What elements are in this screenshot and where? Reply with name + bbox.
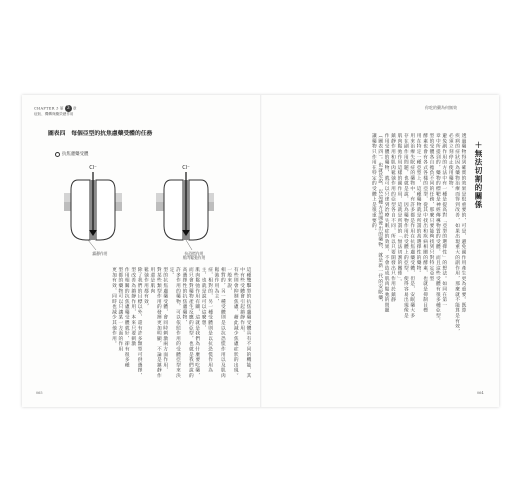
right-line-14: 讓藥物只作用在特定的受體上是很重要的。 <box>371 133 377 234</box>
right-line-6: 酵素也會有各式各樣的亞型，從其中找出和疾病相關的酵素，也就是抑制目標 <box>422 133 428 313</box>
right-line-2: 必須立刻停止使用藥物。 <box>448 133 454 192</box>
page-number-right: 064 <box>477 391 484 395</box>
caption-antianxiety <box>174 252 214 261</box>
left-page-body <box>111 267 251 383</box>
left-line-9: 鬆弛作用都有效， <box>143 267 149 310</box>
caption-antianxiety-line1: 抗恐慌作用 <box>184 251 204 256</box>
chapter-label: CHAPTER 3 <box>34 106 59 111</box>
left-line-13: 型都的藥物可以只讓某一方面的作用 <box>117 267 123 352</box>
right-line-7: 用在特定一種亞型上，這種藥物就是所謂的高選擇性的藥物。 <box>416 133 422 276</box>
left-line-0: 這種雙擊型的抗焦慮藥受體具有不同的機能，其中有些受體會引起鎮靜作用， <box>239 267 251 379</box>
page-gutter <box>260 95 262 407</box>
right-line-0: 透過藥物得到確實的效果是很重要的，可是，避免副作用產生更為重要。既算 <box>461 133 466 313</box>
ion-label-right: Cl⁻ <box>182 165 190 171</box>
right-line-10: 肌肉鬆弛作用這樣的副作用，這就是所謂的「無法切割的關係」。 <box>396 133 402 285</box>
running-header-right: 你吃的藥為何無效 <box>425 105 457 110</box>
page-number-left: 065 <box>36 391 43 395</box>
left-line-4: 肌肉鬆弛作用有關，這就是我們為什麼要吃藥， <box>194 267 200 379</box>
left-line-10: 除了我們的目標以外，還有許多類型可供選擇， <box>137 267 143 379</box>
caption-antianxiety-line2: 肌肉鬆弛作用 <box>182 255 206 261</box>
running-header-left <box>34 105 76 117</box>
left-line-1: 有些則會抑制焦慮，藉此減少焦慮症狀的出現。一般來說， <box>226 267 239 379</box>
right-line-12: 作用受體的藥物，就可以只達到治療失眠症的效果，不會造成肌肉鬆弛的問題 <box>384 133 390 313</box>
left-line-11: 型改善為鎮靜作用，本來只要刺激 <box>130 267 136 347</box>
receptor-right <box>156 172 214 240</box>
left-line-14: 更加有效，同時也減少其他作用。 <box>111 267 117 347</box>
section-heading <box>473 141 484 209</box>
left-line-3: 症，相對的，另一種受體則是以抗恐慌作用為主，也就是說可以這麼想， <box>201 267 213 373</box>
chapter-subtitle: 症狀、機轉與藥效總作用 <box>34 112 74 116</box>
right-line-4: 章中所提到的，藥物的標靶是神經傳導物質的受體，而且這些受體有很多種亞型， <box>435 133 441 324</box>
chapter-number-badge: 3 <box>65 105 72 112</box>
left-line-5: 而只會對藥物產生反應的亞型，也就是我們說的高選擇性的抗焦慮藥物， <box>181 267 194 379</box>
receptor-left <box>64 172 122 240</box>
figure-subtitle-text: 抗焦慮藥受體 <box>62 152 89 157</box>
left-line-12: 作用相關的抗焦慮藥受體就好，卻有很多種 <box>124 267 130 368</box>
caption-sedation: 鎮靜作用 <box>92 251 108 256</box>
right-line-5: 型的受體各自擔負不同的任務，那麼只要能夠找到只對特定亞型 <box>428 133 434 282</box>
left-line-7: 型的抗焦慮藥受體，會同時刺激兩方面作用， <box>162 267 168 373</box>
section-heading-text: 無法切割的關係 <box>474 149 483 209</box>
right-line-11: 鎮靜作用和肌肉鬆弛作用的亞型各自不同，所以只要開發出只作用於鎮靜 <box>390 133 396 303</box>
right-line-9: 存在副作用問題，也就是說，因為藥物作用於受體上的亞型，使得容易出現像是 <box>403 133 409 319</box>
right-line-1: 疾病的症狀因為藥物治療而得到改善，如果出現重大的副作用，那麼就不能算是有效， <box>454 133 460 335</box>
figure-title: 圖表四 每個亞型的抗焦慮藥受體的任務 <box>48 131 153 137</box>
right-line-3: 避免副作用的方法中有一種是提高對「亞型的選擇性」的想法。如同在第一 <box>441 133 447 308</box>
left-line-6: 許多作用的藥物，可以依照作用的受體亞型來決定。 <box>169 267 181 379</box>
book-spread <box>22 95 499 407</box>
ion-label-left: Cl⁻ <box>89 165 97 171</box>
right-line-8: 用來治療失眠症的藥物中，有許多都是作用在抗焦慮藥受體，但是，安眠藥大多 <box>409 133 415 319</box>
left-line-2: 相對的，另一種受體則是以抗恐慌作用以及肌肉鬆弛作用為主， <box>213 267 226 379</box>
chapter-cjk: 第 <box>59 106 64 111</box>
right-line-13: （圖表四）。也就是說，以這種方法開發出的藥物，就是新一代的安眠藥， <box>377 133 383 306</box>
chapter-suffix: 章 <box>72 106 77 111</box>
plus-icon: ＋ <box>474 141 483 150</box>
left-line-8: 對某些類型作用的發揮更加明顯，不論是鎮靜作用還是肌肉 <box>149 267 162 379</box>
right-page-body <box>272 133 466 383</box>
